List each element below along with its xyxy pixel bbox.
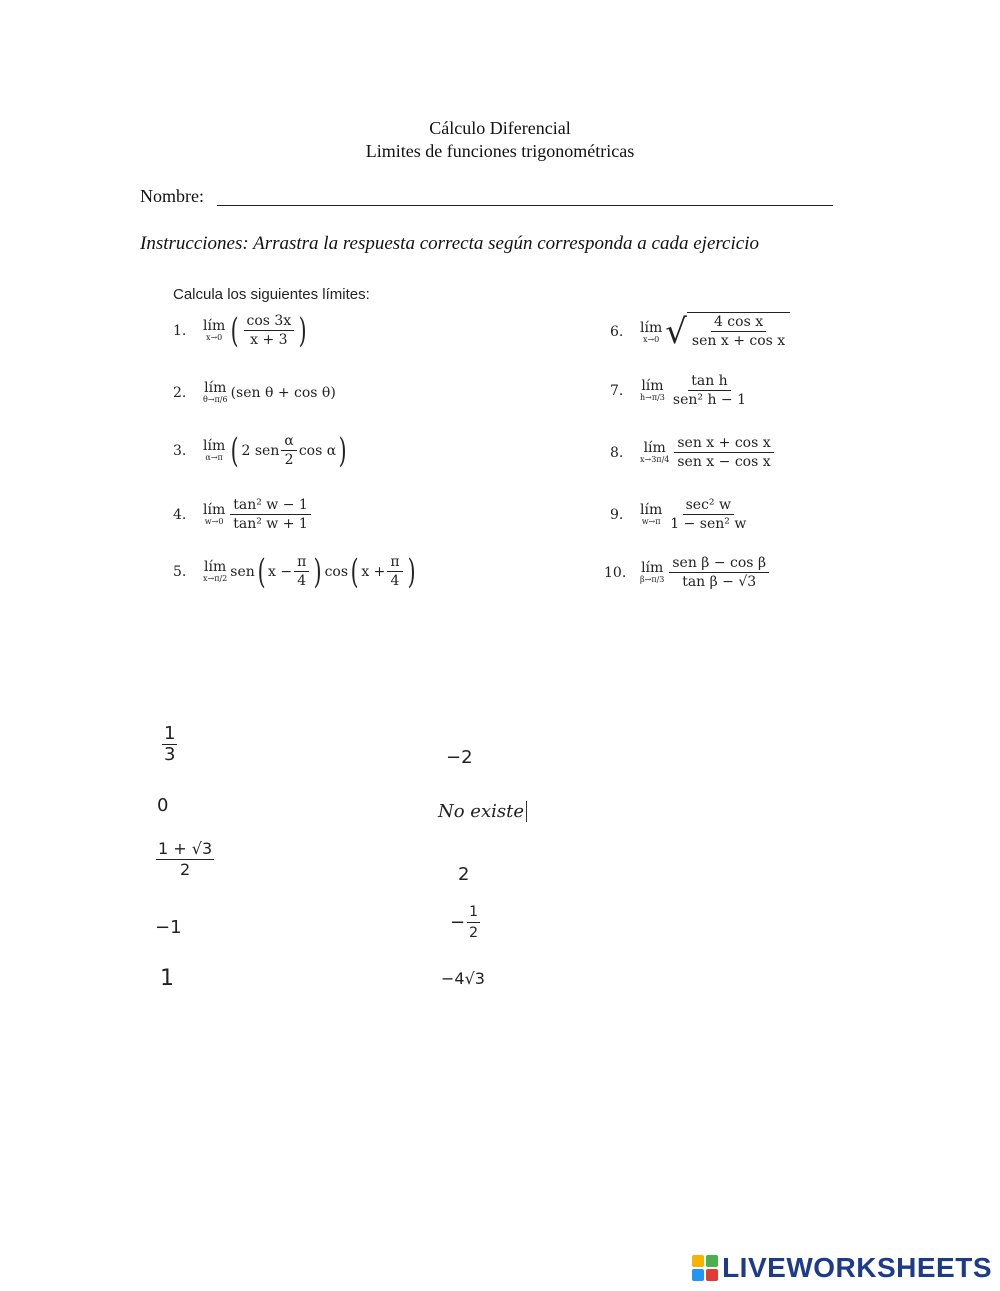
- page-title: Cálculo Diferencial: [429, 118, 571, 138]
- answer-no-existe[interactable]: No existe: [438, 801, 527, 822]
- exercise-number: 9.: [610, 506, 624, 523]
- lim-operator: lím h→π/3: [640, 378, 665, 402]
- fraction: $\frac{\text{sen x + cos x}}{\text{sen x − cos x}}$: [674, 434, 773, 471]
- logo-icon: [692, 1255, 718, 1281]
- exercise-1: 1. lím x→0 ( $\frac{\cos 3x}{x + 3}$ ): [173, 310, 307, 351]
- exercise-number: 6.: [610, 324, 624, 340]
- exercise-3: 3. lím α→π ( 2 sen $\frac{\alpha}{2}$ cos α ): [173, 430, 347, 471]
- exercise-number: 4.: [173, 506, 187, 523]
- name-field[interactable]: [217, 205, 833, 206]
- lim-operator: lím x→3π/4: [640, 440, 670, 464]
- answer-minus-one-half[interactable]: − $\frac{1}{2}$: [450, 904, 479, 941]
- fraction: $\frac{\text{sec² w}}{\text{1 − sen² w}}$: [670, 497, 747, 532]
- exercise-number: 3.: [173, 442, 187, 459]
- answer-minus-four-sqrt3[interactable]: −4√3: [441, 969, 485, 988]
- name-label: Nombre:: [140, 186, 204, 206]
- exercise-9: [610, 496, 751, 533]
- fraction: $\frac{\text{tan h}}{\text{sen² h − 1}}$: [672, 373, 747, 408]
- lim-operator: lím w→π: [640, 502, 663, 526]
- answer-zero[interactable]: 0: [157, 795, 169, 816]
- answer-one-plus-sqrt3-over-2[interactable]: $\frac{1 + √3}{2}$: [158, 839, 213, 879]
- answer-minus-one[interactable]: −1: [155, 917, 182, 938]
- exercise-number: 7.: [610, 382, 624, 399]
- exercise-6: [610, 312, 790, 352]
- lim-operator: lím θ→π/6: [203, 380, 228, 404]
- answer-one-third[interactable]: $\frac{1}{3}$: [164, 723, 176, 765]
- lim-operator: lím w→0: [203, 502, 226, 526]
- page-subtitle: Limites de funciones trigonométricas: [365, 141, 635, 161]
- exercises-title: Calcula los siguientes límites:: [173, 286, 370, 303]
- exercise-number: 5.: [173, 563, 187, 580]
- lim-operator: lím β→π/3: [640, 560, 665, 584]
- exercise-4: [173, 496, 313, 533]
- fraction: $\frac{\cos 3x}{x + 3}$: [244, 312, 295, 349]
- lim-operator: lím x→π/2: [203, 559, 228, 583]
- answer-one[interactable]: 1: [160, 966, 174, 991]
- exercise-8: [610, 434, 776, 471]
- exercise-number: 2.: [173, 384, 187, 401]
- answer-two[interactable]: 2: [458, 864, 470, 885]
- exercise-number: 1.: [173, 322, 187, 339]
- fraction: $\frac{\text{sen β − cos β}}{\text{tan β − √3}}$: [669, 554, 769, 591]
- liveworksheets-logo: [692, 1252, 992, 1284]
- exercise-number: 8.: [610, 444, 624, 461]
- lim-operator: lím x→0: [640, 319, 663, 344]
- answer-minus-two[interactable]: −2: [446, 747, 473, 768]
- lim-operator: lím x→0: [203, 318, 226, 342]
- exercise-7: [610, 372, 751, 409]
- exercise-5: 5. lím x→π/2 sen ( x − $\frac{\pi}{4}$ ) cos ( x + $\frac{\pi}{4}$ ): [173, 551, 416, 592]
- logo-text: LIVEWORKSHEETS: [722, 1252, 992, 1283]
- exercise-number: 10.: [604, 564, 627, 581]
- fraction: $\frac{\text{tan² w − 1}}{\text{tan² w + 1}}$: [230, 496, 311, 533]
- lim-operator: lím α→π: [203, 438, 226, 462]
- exercise-10: [604, 554, 771, 591]
- instructions: Instrucciones: Arrastra la respuesta correcta según corresponda a cada ejercicio: [140, 233, 759, 254]
- exercise-2: [173, 381, 336, 404]
- expression: (sen θ + cos θ): [230, 384, 336, 401]
- sqrt: √ $\frac{\text{4 cos x}}{\text{sen x + cos x}}$: [665, 312, 790, 352]
